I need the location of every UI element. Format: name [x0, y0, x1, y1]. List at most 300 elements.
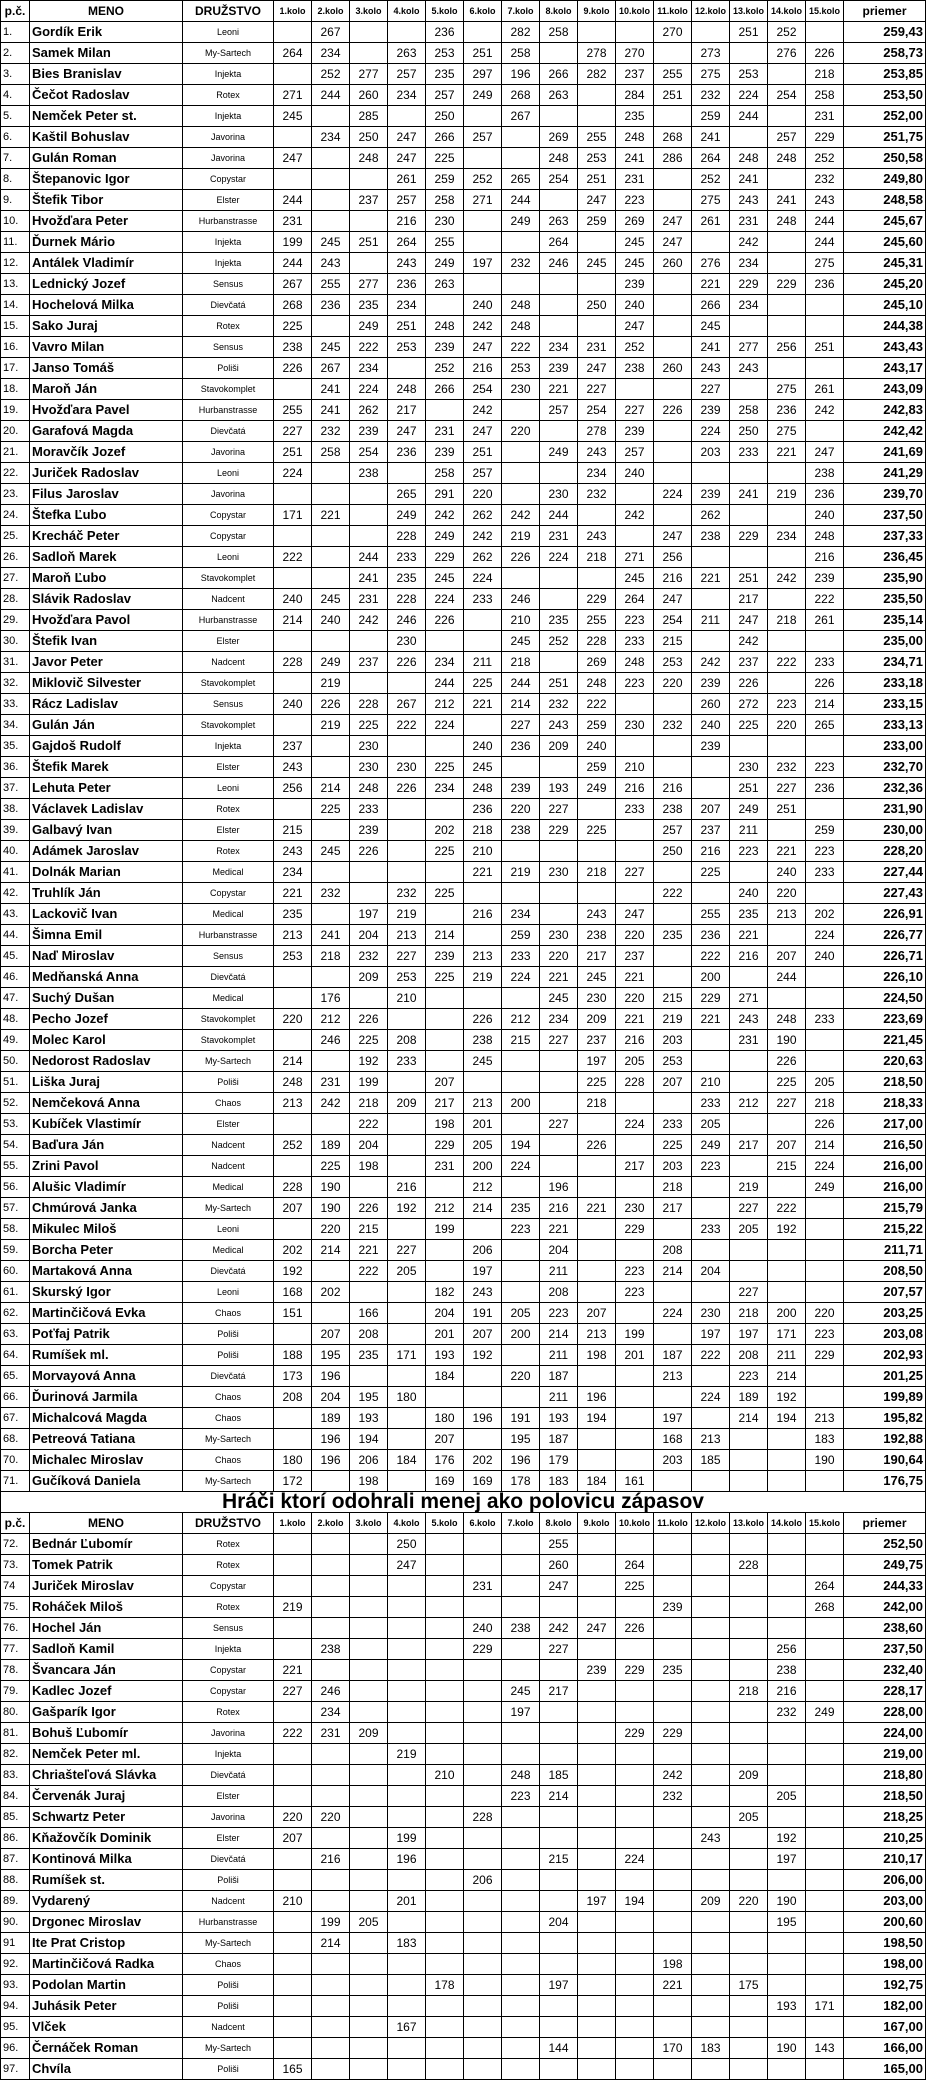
score-cell: 206: [350, 1450, 388, 1471]
score-cell: 258: [312, 442, 350, 463]
score-cell: [388, 841, 426, 862]
score-cell: [692, 1177, 730, 1198]
average-cell: 203,25: [844, 1303, 926, 1324]
score-cell: 223: [616, 190, 654, 211]
score-cell: 204: [350, 1135, 388, 1156]
score-cell: [426, 1618, 464, 1639]
player-name: Hvožďara Pavel: [30, 400, 183, 421]
team-name: Stavokomplet: [183, 673, 274, 694]
score-cell: [616, 1450, 654, 1471]
team-name: My-Sartech: [183, 1933, 274, 1954]
team-name: Nadcent: [183, 1156, 274, 1177]
score-cell: [768, 1450, 806, 1471]
team-name: Nadcent: [183, 589, 274, 610]
score-cell: 248: [540, 148, 578, 169]
score-cell: 240: [806, 946, 844, 967]
score-cell: [350, 211, 388, 232]
score-cell: [578, 1555, 616, 1576]
score-cell: 229: [616, 1660, 654, 1681]
rank-cell: 67.: [1, 1408, 30, 1429]
score-cell: [692, 1975, 730, 1996]
score-cell: 197: [350, 904, 388, 925]
average-cell: 235,14: [844, 610, 926, 631]
average-cell: 232,70: [844, 757, 926, 778]
score-cell: [654, 1933, 692, 1954]
score-cell: 192: [274, 1261, 312, 1282]
team-name: Poliši: [183, 1870, 274, 1891]
score-cell: 229: [806, 1345, 844, 1366]
score-cell: [768, 673, 806, 694]
score-cell: 211: [540, 1345, 578, 1366]
score-cell: [350, 1555, 388, 1576]
score-cell: [692, 1597, 730, 1618]
score-cell: [692, 1282, 730, 1303]
score-cell: 230: [540, 862, 578, 883]
table-row: [1, 274, 926, 295]
score-cell: 260: [540, 1555, 578, 1576]
team-name: Elster: [183, 757, 274, 778]
score-cell: 239: [616, 274, 654, 295]
score-cell: 253: [578, 148, 616, 169]
score-cell: [388, 463, 426, 484]
score-cell: 232: [312, 883, 350, 904]
score-cell: 236: [692, 925, 730, 946]
score-cell: [350, 1765, 388, 1786]
score-cell: 194: [502, 1135, 540, 1156]
average-cell: 226,71: [844, 946, 926, 967]
score-cell: 262: [350, 400, 388, 421]
score-cell: 227: [730, 1282, 768, 1303]
team-name: Stavokomplet: [183, 715, 274, 736]
score-cell: 247: [540, 1576, 578, 1597]
score-cell: [540, 43, 578, 64]
player-name: Štefik Marek: [30, 757, 183, 778]
score-cell: 227: [388, 946, 426, 967]
player-name: Michalcová Magda: [30, 1408, 183, 1429]
score-cell: [654, 421, 692, 442]
score-cell: 243: [730, 1009, 768, 1030]
average-cell: 235,00: [844, 631, 926, 652]
score-cell: 196: [540, 1177, 578, 1198]
score-cell: 144: [540, 2038, 578, 2059]
score-cell: 227: [388, 1240, 426, 1261]
rank-cell: 26.: [1, 547, 30, 568]
team-name: Hurbanstrasse: [183, 400, 274, 421]
score-cell: 211: [540, 1387, 578, 1408]
average-cell: 243,17: [844, 358, 926, 379]
rank-cell: 38.: [1, 799, 30, 820]
player-name: Moravčík Jozef: [30, 442, 183, 463]
player-name: Molec Karol: [30, 1030, 183, 1051]
score-cell: 212: [426, 1198, 464, 1219]
score-cell: [730, 1156, 768, 1177]
table-row: [1, 799, 926, 820]
average-cell: 238,60: [844, 1618, 926, 1639]
score-cell: 214: [464, 1198, 502, 1219]
score-cell: 171: [274, 505, 312, 526]
score-cell: [274, 1576, 312, 1597]
score-cell: 214: [540, 1324, 578, 1345]
score-cell: 230: [426, 211, 464, 232]
score-cell: [768, 358, 806, 379]
score-cell: [768, 1765, 806, 1786]
score-cell: [768, 1618, 806, 1639]
rank-cell: 73.: [1, 1555, 30, 1576]
score-cell: [654, 757, 692, 778]
score-cell: 277: [350, 274, 388, 295]
score-cell: 253: [654, 1051, 692, 1072]
score-cell: 254: [654, 610, 692, 631]
score-cell: [730, 1660, 768, 1681]
score-cell: 200: [464, 1156, 502, 1177]
score-cell: 204: [540, 1240, 578, 1261]
score-cell: 239: [502, 778, 540, 799]
score-cell: 196: [312, 1429, 350, 1450]
score-cell: [274, 799, 312, 820]
score-cell: [540, 316, 578, 337]
score-cell: 221: [616, 1009, 654, 1030]
score-cell: [426, 1261, 464, 1282]
score-cell: 216: [654, 778, 692, 799]
score-cell: 261: [806, 379, 844, 400]
average-cell: 242,83: [844, 400, 926, 421]
average-cell: 253,85: [844, 64, 926, 85]
score-cell: 241: [312, 379, 350, 400]
table-row: [1, 232, 926, 253]
score-cell: 212: [464, 1177, 502, 1198]
score-cell: [540, 274, 578, 295]
score-cell: [502, 1639, 540, 1660]
score-cell: 232: [768, 1702, 806, 1723]
score-cell: 225: [654, 1135, 692, 1156]
score-cell: 224: [654, 1303, 692, 1324]
player-name: Rácz Ladislav: [30, 694, 183, 715]
score-cell: 234: [768, 526, 806, 547]
player-name: Galbavý Ivan: [30, 820, 183, 841]
score-cell: 229: [654, 1723, 692, 1744]
score-cell: [692, 757, 730, 778]
score-cell: [540, 463, 578, 484]
table-row: [1, 946, 926, 967]
score-cell: 257: [768, 127, 806, 148]
score-cell: 221: [540, 967, 578, 988]
score-cell: [502, 883, 540, 904]
score-cell: 268: [274, 295, 312, 316]
score-cell: [540, 1156, 578, 1177]
score-cell: 238: [502, 1618, 540, 1639]
score-cell: 205: [388, 1261, 426, 1282]
average-cell: 233,00: [844, 736, 926, 757]
score-cell: [768, 1975, 806, 1996]
score-cell: 223: [768, 694, 806, 715]
score-cell: 247: [578, 1618, 616, 1639]
player-name: Šimna Emil: [30, 925, 183, 946]
score-cell: [312, 1471, 350, 1492]
score-cell: [654, 1471, 692, 1492]
score-cell: [540, 1135, 578, 1156]
score-cell: 199: [312, 1912, 350, 1933]
score-cell: 256: [768, 1639, 806, 1660]
score-cell: 265: [806, 715, 844, 736]
player-name: Rumíšek ml.: [30, 1345, 183, 1366]
score-cell: [312, 316, 350, 337]
score-cell: 210: [426, 1765, 464, 1786]
rank-cell: 55.: [1, 1156, 30, 1177]
score-cell: 223: [616, 673, 654, 694]
score-cell: 212: [426, 694, 464, 715]
score-cell: 219: [502, 526, 540, 547]
score-cell: 256: [768, 337, 806, 358]
score-cell: 240: [464, 295, 502, 316]
score-cell: [388, 1681, 426, 1702]
table-row: [1, 862, 926, 883]
score-cell: [806, 1618, 844, 1639]
score-cell: 250: [654, 841, 692, 862]
score-cell: 221: [692, 1009, 730, 1030]
score-cell: [654, 1702, 692, 1723]
score-cell: [768, 1261, 806, 1282]
score-cell: 209: [350, 967, 388, 988]
average-cell: 232,40: [844, 1660, 926, 1681]
score-cell: 189: [312, 1408, 350, 1429]
score-cell: 220: [730, 1891, 768, 1912]
score-cell: 247: [274, 148, 312, 169]
score-cell: [426, 1030, 464, 1051]
rank-cell: 74: [1, 1576, 30, 1597]
score-cell: [768, 1240, 806, 1261]
table-row: [1, 148, 926, 169]
score-cell: 248: [502, 316, 540, 337]
score-cell: [464, 715, 502, 736]
score-cell: 208: [388, 1030, 426, 1051]
score-cell: [388, 1954, 426, 1975]
score-cell: 235: [654, 1660, 692, 1681]
table-row: [1, 43, 926, 64]
score-cell: [578, 232, 616, 253]
score-cell: [388, 862, 426, 883]
score-cell: 251: [274, 442, 312, 463]
score-cell: [312, 568, 350, 589]
score-cell: [654, 295, 692, 316]
team-name: Poliši: [183, 1975, 274, 1996]
score-cell: 213: [654, 1366, 692, 1387]
score-cell: [388, 1366, 426, 1387]
table-row: [1, 85, 926, 106]
score-cell: 242: [464, 526, 502, 547]
score-cell: [464, 631, 502, 652]
player-name: Kubíček Vlastimír: [30, 1114, 183, 1135]
average-cell: 218,33: [844, 1093, 926, 1114]
score-cell: 208: [540, 1282, 578, 1303]
score-cell: 232: [388, 883, 426, 904]
score-cell: 257: [654, 820, 692, 841]
score-cell: [654, 2059, 692, 2080]
score-cell: 231: [578, 337, 616, 358]
score-cell: [388, 1471, 426, 1492]
score-cell: 229: [426, 1135, 464, 1156]
team-name: Rotex: [183, 85, 274, 106]
score-cell: 245: [578, 253, 616, 274]
score-cell: 252: [426, 358, 464, 379]
player-name: Dolnák Marian: [30, 862, 183, 883]
score-cell: [692, 1702, 730, 1723]
score-cell: 225: [578, 1072, 616, 1093]
score-cell: [654, 1219, 692, 1240]
player-name: Ďurnek Mário: [30, 232, 183, 253]
score-cell: 226: [426, 610, 464, 631]
score-cell: 251: [730, 22, 768, 43]
score-cell: 263: [540, 211, 578, 232]
score-cell: 282: [578, 64, 616, 85]
score-cell: [540, 1954, 578, 1975]
score-cell: 191: [464, 1303, 502, 1324]
score-cell: 243: [730, 358, 768, 379]
score-cell: 231: [616, 169, 654, 190]
score-cell: [274, 988, 312, 1009]
score-cell: 226: [350, 1198, 388, 1219]
score-cell: [692, 1051, 730, 1072]
score-cell: [274, 2038, 312, 2059]
score-cell: 249: [426, 253, 464, 274]
score-cell: [540, 1744, 578, 1765]
score-cell: 224: [464, 568, 502, 589]
score-cell: 232: [654, 1786, 692, 1807]
score-cell: 242: [654, 1765, 692, 1786]
score-cell: [730, 1576, 768, 1597]
score-cell: [312, 1261, 350, 1282]
score-cell: 222: [274, 1723, 312, 1744]
score-cell: 220: [502, 421, 540, 442]
score-cell: [806, 1366, 844, 1387]
score-cell: 251: [730, 778, 768, 799]
average-cell: 167,00: [844, 2017, 926, 2038]
score-cell: 190: [806, 1450, 844, 1471]
header-round: 10.kolo: [616, 1513, 654, 1534]
score-cell: [692, 631, 730, 652]
score-cell: [426, 1009, 464, 1030]
score-cell: [806, 799, 844, 820]
score-cell: 235: [540, 610, 578, 631]
score-cell: [464, 1765, 502, 1786]
average-cell: 245,67: [844, 211, 926, 232]
score-cell: [654, 1681, 692, 1702]
header-round: 2.kolo: [312, 1513, 350, 1534]
score-cell: [578, 1870, 616, 1891]
score-cell: [350, 2017, 388, 2038]
player-name: Pecho Jozef: [30, 1009, 183, 1030]
average-cell: 231,90: [844, 799, 926, 820]
score-cell: 226: [806, 1114, 844, 1135]
score-cell: 205: [730, 1219, 768, 1240]
table-row: [1, 1807, 926, 1828]
player-name: Garafová Magda: [30, 421, 183, 442]
score-cell: [806, 2017, 844, 2038]
score-cell: 266: [692, 295, 730, 316]
score-cell: 232: [692, 85, 730, 106]
team-name: Sensus: [183, 946, 274, 967]
team-name: Hurbanstrasse: [183, 211, 274, 232]
score-cell: [502, 484, 540, 505]
score-cell: [654, 337, 692, 358]
score-cell: 252: [768, 22, 806, 43]
team-name: Injekta: [183, 736, 274, 757]
score-cell: [616, 736, 654, 757]
score-cell: 233: [654, 1114, 692, 1135]
score-cell: 244: [350, 547, 388, 568]
average-cell: 235,90: [844, 568, 926, 589]
average-cell: 232,36: [844, 778, 926, 799]
score-cell: 261: [388, 169, 426, 190]
team-name: Poliši: [183, 358, 274, 379]
table-row: [1, 421, 926, 442]
score-cell: 233: [502, 946, 540, 967]
score-cell: [578, 1282, 616, 1303]
rank-cell: 43.: [1, 904, 30, 925]
score-cell: 217: [616, 1156, 654, 1177]
score-cell: [730, 1261, 768, 1282]
score-cell: 243: [692, 358, 730, 379]
score-cell: 267: [312, 22, 350, 43]
score-cell: 256: [654, 547, 692, 568]
score-cell: 216: [540, 1198, 578, 1219]
score-cell: 267: [312, 358, 350, 379]
player-name: Hvožďara Peter: [30, 211, 183, 232]
score-cell: [426, 1870, 464, 1891]
score-cell: 248: [768, 211, 806, 232]
score-cell: 264: [806, 1576, 844, 1597]
score-cell: 225: [616, 1576, 654, 1597]
score-cell: [616, 526, 654, 547]
score-cell: 205: [806, 1072, 844, 1093]
team-name: Medical: [183, 904, 274, 925]
rank-cell: 53.: [1, 1114, 30, 1135]
player-name: Antálek Vladimír: [30, 253, 183, 274]
rank-cell: 27.: [1, 568, 30, 589]
score-cell: 225: [692, 862, 730, 883]
score-cell: 197: [578, 1051, 616, 1072]
score-cell: 234: [540, 337, 578, 358]
score-cell: [426, 1891, 464, 1912]
score-cell: 239: [578, 1660, 616, 1681]
score-cell: [692, 1681, 730, 1702]
score-cell: 189: [312, 1135, 350, 1156]
score-cell: 214: [274, 1051, 312, 1072]
score-cell: 205: [502, 1303, 540, 1324]
score-cell: 223: [730, 841, 768, 862]
score-cell: 238: [502, 820, 540, 841]
score-cell: 269: [578, 652, 616, 673]
score-cell: [502, 1723, 540, 1744]
score-cell: 229: [768, 274, 806, 295]
header-avg: priemer: [844, 1, 926, 22]
score-cell: 227: [616, 862, 654, 883]
player-name: Sako Juraj: [30, 316, 183, 337]
score-cell: 244: [502, 673, 540, 694]
score-cell: 220: [274, 1009, 312, 1030]
score-cell: [274, 1702, 312, 1723]
score-cell: 214: [502, 694, 540, 715]
score-cell: 248: [730, 148, 768, 169]
score-cell: 239: [540, 358, 578, 379]
score-cell: [540, 568, 578, 589]
table-row: [1, 1051, 926, 1072]
score-cell: 256: [274, 778, 312, 799]
score-cell: 237: [730, 652, 768, 673]
score-cell: [616, 1975, 654, 1996]
header-round: 8.kolo: [540, 1513, 578, 1534]
score-cell: 227: [730, 1198, 768, 1219]
score-cell: [312, 169, 350, 190]
